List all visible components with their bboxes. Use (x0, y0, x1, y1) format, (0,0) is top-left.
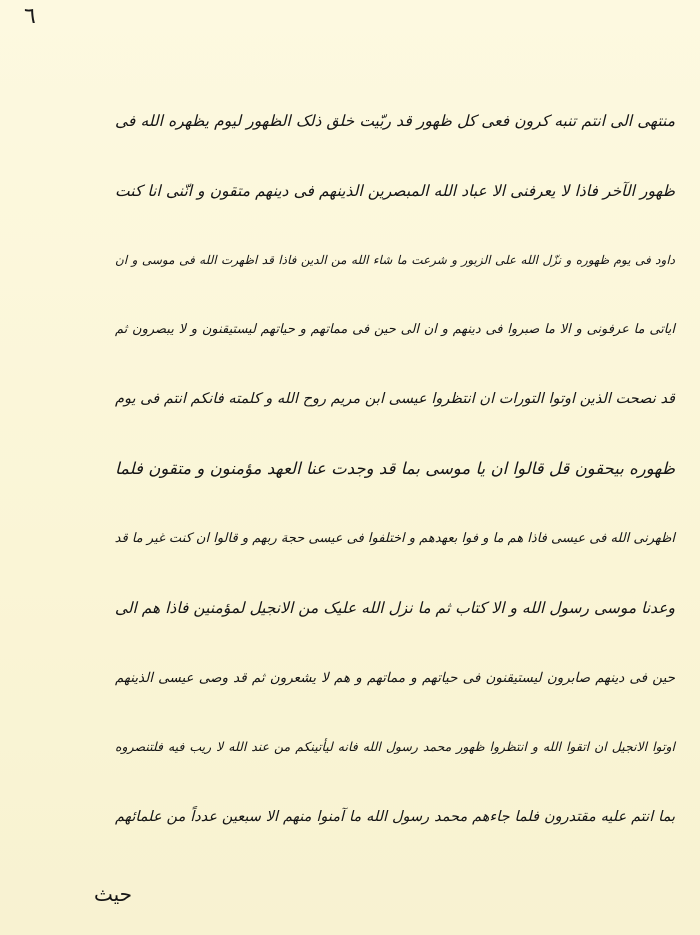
text-line: ایاتی ما عرفونی و الا ما صبروا فی دینهم و ان الی حین فی مماتهم و حیاتهم لیستیقنون و لا یبصرون ثم (115, 321, 675, 337)
page-number: ٦ (24, 4, 36, 29)
text-line: حین فی دینهم صابرون لیستیقنون فی حیاتهم و مماتهم و هم لا یشعرون ثم قد وصی عیسی الذینهم (115, 669, 675, 686)
text-line: بما انتم علیه مقتدرون فلما جاءهم محمد رسول الله ما آمنوا منهم الا سبعین عدداً من علمائهم (115, 808, 675, 825)
text-line: اوتوا الانجیل ان اتقوا الله و انتظروا ظهور محمد رسول الله فانه لیأتینکم من عند الله لا ریب فیه فلتنصروه (115, 739, 675, 755)
text-line: داود فی یوم ظهوره و نزّل الله علی الزبور و شرعت ما شاء الله من الدین فاذا قد اظهرت الله فی موسی و ان (115, 253, 675, 268)
catchword: حیث (94, 882, 133, 906)
text-line: منتهی الی انتم تنبه کرون فعی کل ظهور قد ربّیت خلق ذلک الظهور لیوم یظهره الله فی (115, 112, 675, 130)
text-line: ظهوره بیحقون قل قالوا ان یا موسی بما قد وجدت عنا العهد مؤمنون و متقون فلما (115, 458, 675, 478)
text-line: قد نصحت الذین اوتوا التورات ان انتظروا عیسی ابن مریم روح الله و کلمته فانکم انتم فی یوم (115, 391, 675, 408)
text-line: وعدنا موسی رسول الله و الا کتاب ثم ما نزل الله علیک من الانجیل لمؤمنین فاذا هم الی (114, 599, 675, 618)
text-line: ظهور الآخر فاذا لا یعرفنی الا عباد الله المبصرین الذینهم فی دینهم متقون و انّنی انا کنت (115, 181, 675, 200)
text-block (115, 108, 675, 874)
text-line: اظهرنی الله فی عیسی فاذا هم ما و فوا بعهدهم و اختلفوا فی عیسی حجة ربهم و قالوا ان کنت غیر ما قد (114, 530, 675, 546)
